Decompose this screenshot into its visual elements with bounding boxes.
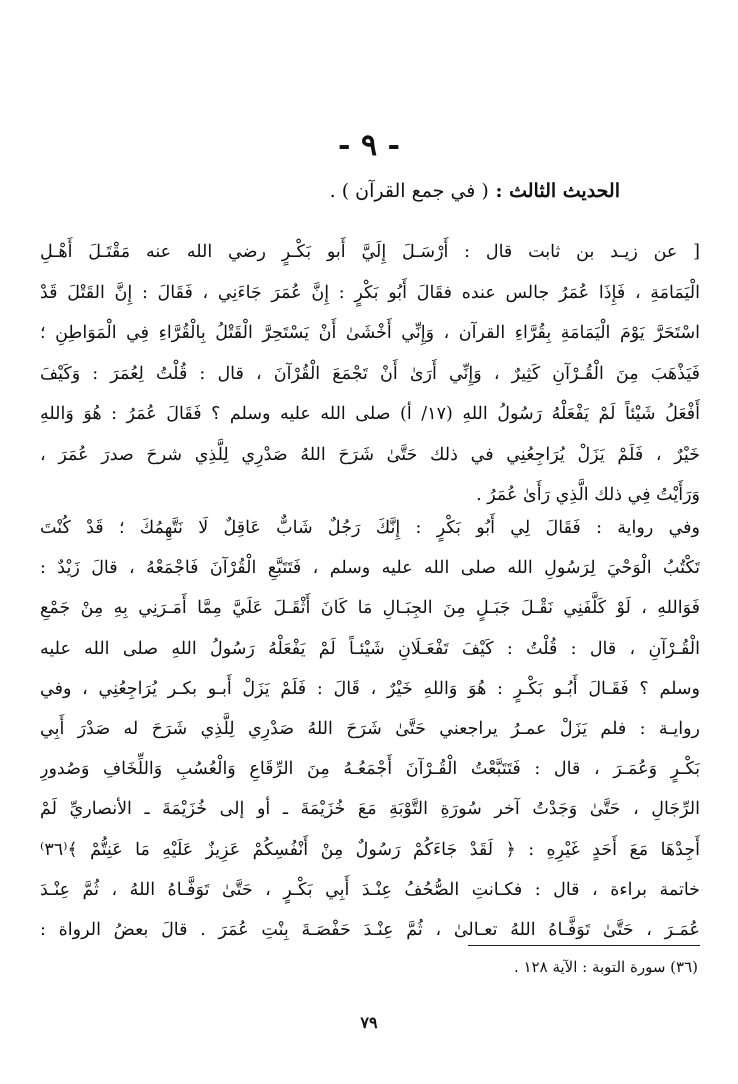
text-line: روايـة : فلم يَزَلْ عمـرُ يراجعني حَتَّىٰ شَرَحَ اللهُ صَدْرِي لِلَّذِي شَرَحَ له صَدْرَ أَبِي [40,719,700,740]
text-line: فَوَاللهِ ، لَوْ كَلَّفَنِي نَقْـلَ جَبَـلٍ مِنَ الجِبَـالِ مَا كَانَ أَثْقَـلَ عَلَيَّ مِمَّا أَمَـرَنِي بِهِ مِنْ جَمْعِ [40,598,700,619]
footnote-divider [468,945,700,946]
hadith-paragraph-narration [40,508,700,950]
hadith-label: الحديث الثالث : [495,180,620,202]
chapter-number: - ٩ - [338,128,400,163]
page-number: ٧٩ [360,1013,378,1032]
text-line: خَيْرٌ ، فَلَمْ يَزَلْ يُرَاجِعُنِي في ذلك حَتَّىٰ شَرَحَ اللهُ صَدْرِي لِلَّذِي شرحَ صدرَ عُمَرَ ، [40,444,700,465]
text-line: الْيَمَامَةِ ، فَإِذَا عُمَرُ جالس عنده فقَالَ أَبُو بَكْرٍ : إِنَّ عُمَرَ جَاءَنِي ، فَقَالَ : إِنَّ القَتْلَ قَدْ [40,282,700,303]
text-line: أَفْعَلُ شَيْئاً لَمْ يَفْعَلْهُ رَسُولُ اللهِ (١٧/ أ) صلى الله عليه وسلم ؟ فَقَالَ عُمَرُ : هُوَ وَاللهِ [40,404,700,424]
text-line: تَكْتُبُ الْوَحْيَ لِرَسُولِ الله صلى الله عليه وسلم ، فَتَتَبَّعِ الْقُرْآنَ فَاجْمَعْهُ ، قالَ زَيْدٌ : [40,558,700,579]
text-line: الْقُـرْآنِ ، قال : قُلْتُ : كَيْفَ تَفْعَـلَانِ شَيْئـاً لَمْ يَفْعَلْهُ رَسُولُ اللهِ صلى الله عليه [40,638,700,659]
text-line: [ عن زيـد بن ثابت قال : أَرْسَـلَ إِلَيَّ أَبو بَكْـرٍ رضي الله عنه مَقْتَـلَ أَهْـلِ [40,242,700,262]
text-line: عُمَـرَ ، حَتَّىٰ تَوَفَّـاهُ اللهُ تعـالىٰ ، ثُمَّ عِنْـدَ حَفْصَـةَ بِنْتِ عُمَرَ . قالَ بعضُ الرواة : [40,920,700,941]
text-line: فَيَذْهَبَ مِنَ الْقُـرْآنِ كَثِيرٌ ، وَإِنِّي أَرَىٰ أَنْ تَجْمَعَ الْقُرْآنَ ، قال : قُلْتُ لِعُمَرَ : وَكَيْفَ [40,363,700,384]
text-line: وفي رواية : فَقَالَ لِي أَبُو بَكْرٍ : إِنَّكَ رَجُلٌ شَابٌّ عَاقِلٌ لَا نَتَّهِمُكَ ؛ قَدْ كُنْتَ [40,518,700,538]
footnote: (٣٦) سورة التوبة : الآية ١٢٨ . [513,958,698,976]
text-line: الرِّجَالِ ، حَتَّىٰ وَجَدْتُ آخر سُورَةِ التَّوْبَةِ مَعَ خُزَيْمَةَ ـ أو إلى خُزَيْمَةَ ـ الأنصاريِّ لَمْ [40,799,700,820]
hadith-heading [330,180,620,202]
text-line: بَكْـرٍ وَعُمَـرَ ، قال : فَتَتَبَّعْتُ الْقُـرْآنَ أَجْمَعُـهُ مِنَ الرِّقَاعِ وَالْعُسُبِ وَاللِّخَافِ وَصُدورِ [40,759,700,780]
hadith-paragraph-main [40,232,700,516]
hadith-subject: ( في جمع القرآن ) . [329,180,489,202]
text-line: أَجِدْهَا مَعَ أَحَدٍ غَيْرِهِ : ﴿ لَقَدْ جَاءَكُمْ رَسُولٌ مِنْ أَنْفُسِكُمْ عَزِيزٌ عَلَيْهِ مَا عَنِتُّمْ ﴾⁽٣٦⁾ [40,839,700,860]
text-line: وَرَأَيْتُ فِي ذلك الَّذِي رَأَىٰ عُمَرُ . [476,485,700,505]
text-line: خاتمة براءة ، قال : فكـانتِ الصُّحُفُ عِنْـدَ أَبِي بَكْـرٍ ، حَتَّىٰ تَوَفَّـاهُ اللهُ ، ثُمَّ عِنْـدَ [40,879,700,900]
text-line: وسلم ؟ فَقَـالَ أَبُـو بَكْـرٍ : هُوَ وَاللهِ خَيْرٌ ، قَالَ : فَلَمْ يَزَلْ أَبـو بكـر يُرَاجِعُنِي ، وفي [40,678,700,699]
text-line: اسْتَحَرَّ يَوْمَ الْيَمَامَةِ بِقُرَّاءِ القرآن ، وَإِنِّي أَخْشَىٰ أَنْ يَسْتَحِرَّ الْقَتْلُ بِالْقُرَّاءِ فِي الْمَوَاطِنِ ؛ [40,323,700,343]
